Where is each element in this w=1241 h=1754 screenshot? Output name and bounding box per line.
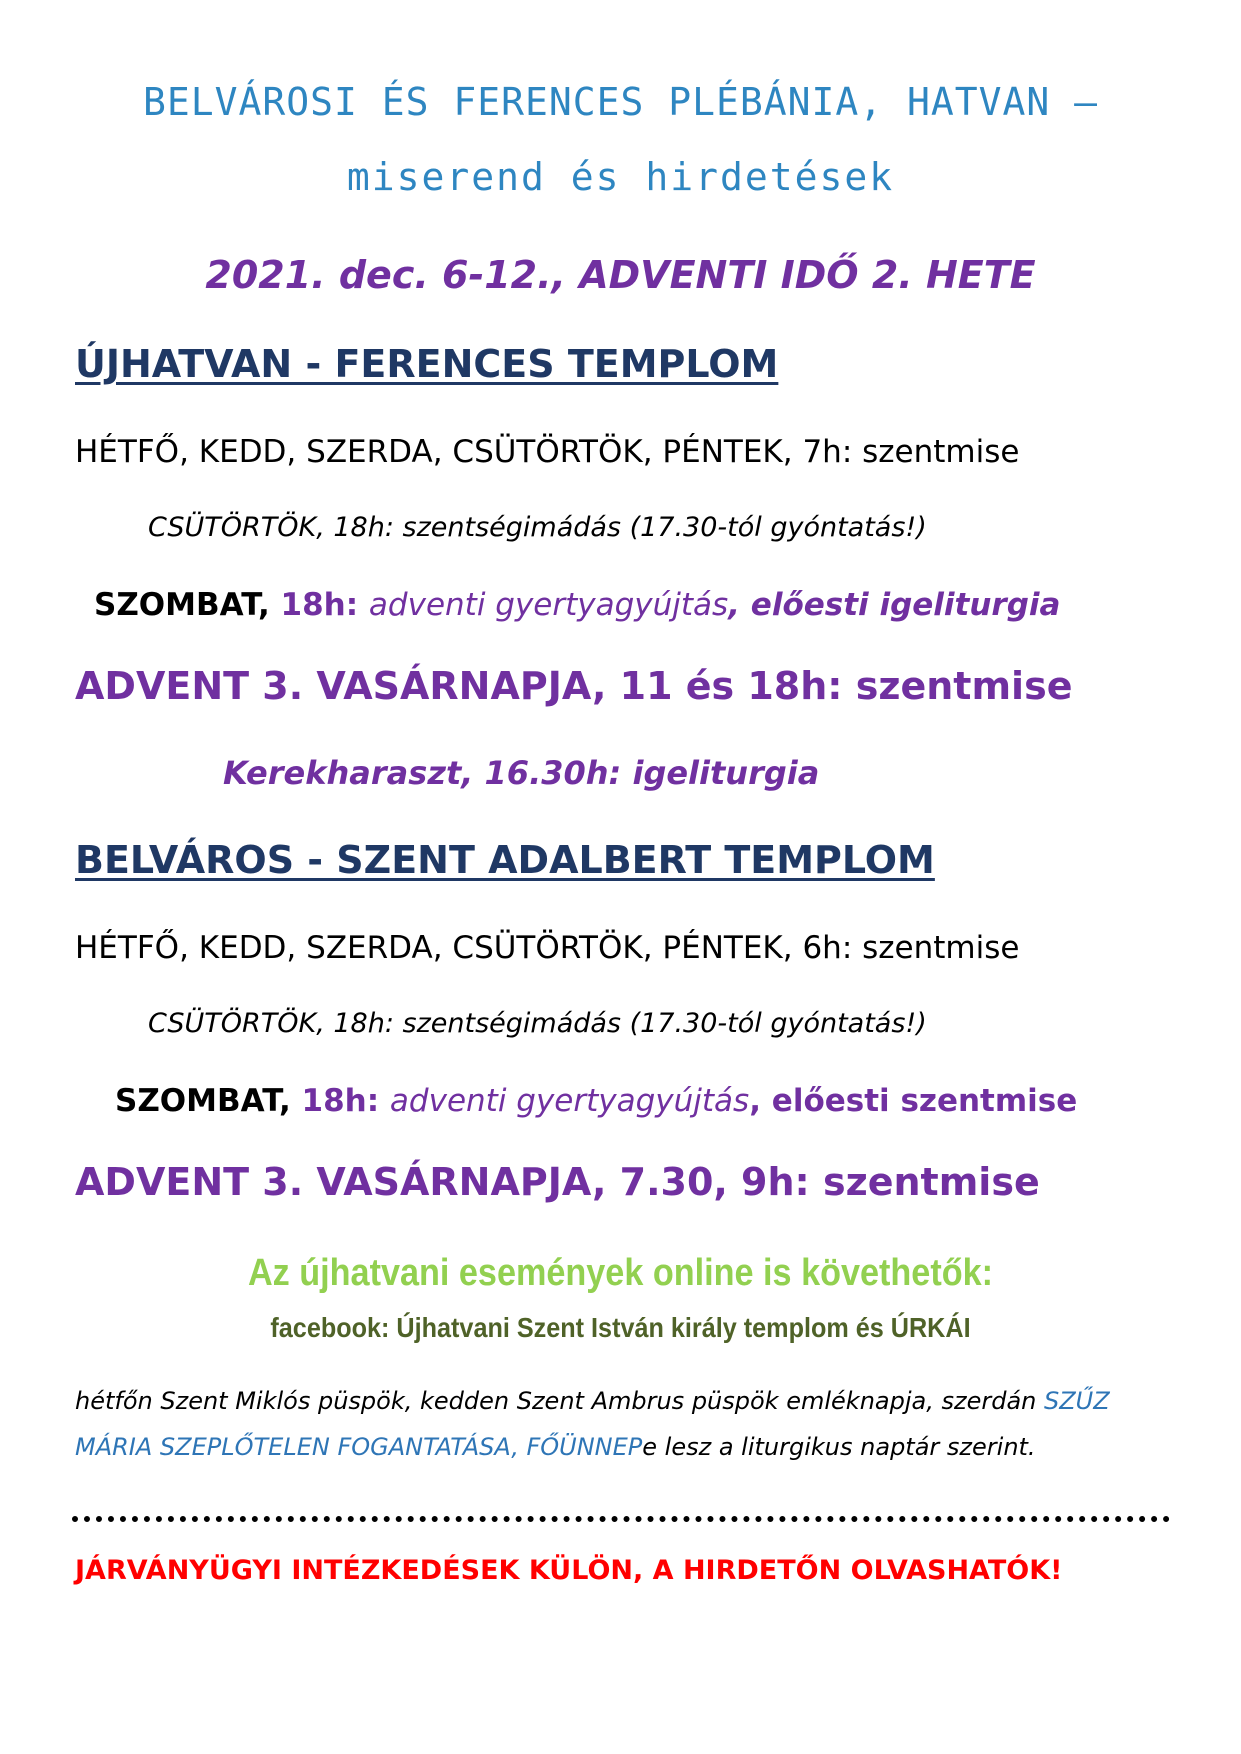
belvaros-saturday: [115, 1083, 1077, 1119]
ujhatvan-heading: ÚJHATVAN - FERENCES TEMPLOM: [75, 342, 779, 386]
saturday-day: SZOMBAT,: [115, 1083, 302, 1119]
online-headline: Az újhatvani események online is követhetők:: [247, 1252, 994, 1294]
saturday-time: 18h:: [280, 587, 369, 623]
note-text-end: e lesz a liturgikus naptár szerint.: [642, 1433, 1036, 1461]
saturday-day: SZOMBAT,: [94, 587, 281, 623]
week-heading: 2021. dec. 6-12., ADVENTI IDŐ 2. HETE: [205, 253, 1036, 297]
dotted-divider: [72, 1516, 1170, 1522]
belvaros-sunday: ADVENT 3. VASÁRNAPJA, 7.30, 9h: szentmise: [75, 1160, 1040, 1204]
belvaros-weekday-masses: HÉTFŐ, KEDD, SZERDA, CSÜTÖRTÖK, PÉNTEK, 6h: szentmise: [75, 930, 1020, 966]
kerekharaszt-liturgy: Kerekharaszt, 16.30h: igeliturgia: [223, 754, 820, 792]
saturday-event: adventi gyertyagyújtás: [389, 1083, 750, 1119]
saturday-extra: , előesti igeliturgia: [728, 587, 1061, 623]
saturday-time: 18h:: [301, 1083, 390, 1119]
parish-subtitle: miserend és hirdetések: [346, 155, 895, 199]
note-highlight: SZŰZ MÁRIA SZEPLŐTELEN FOGANTATÁSA, FŐÜNNEP: [75, 1387, 1110, 1461]
ujhatvan-weekday-masses: HÉTFŐ, KEDD, SZERDA, CSÜTÖRTÖK, PÉNTEK, 7h: szentmise: [75, 434, 1020, 470]
ujhatvan-saturday: [94, 587, 1060, 623]
saturday-extra: , előesti szentmise: [749, 1083, 1078, 1119]
facebook-info: facebook: Újhatvani Szent István király templom és ÚRKÁI: [270, 1312, 971, 1343]
epidemic-warning: JÁRVÁNYÜGYI INTÉZKEDÉSEK KÜLÖN, A HIRDETŐN OLVASHATÓK!: [75, 1555, 1063, 1586]
note-text: hétfőn Szent Miklós püspök, kedden Szent Ambrus püspök emléknapja, szerdán: [75, 1387, 1044, 1415]
belvaros-thursday-adoration: CSÜTÖRTÖK, 18h: szentségimádás (17.30-tól gyóntatás!): [148, 1008, 927, 1039]
ujhatvan-sunday: ADVENT 3. VASÁRNAPJA, 11 és 18h: szentmise: [75, 664, 1073, 708]
liturgical-note: [75, 1378, 1175, 1470]
ujhatvan-thursday-adoration: CSÜTÖRTÖK, 18h: szentségimádás (17.30-tól gyóntatás!): [148, 512, 927, 543]
parish-title: BELVÁROSI ÉS FERENCES PLÉBÁNIA, HATVAN –: [142, 80, 1099, 124]
saturday-event: adventi gyertyagyújtás: [368, 587, 729, 623]
belvaros-heading: BELVÁROS - SZENT ADALBERT TEMPLOM: [75, 838, 935, 882]
